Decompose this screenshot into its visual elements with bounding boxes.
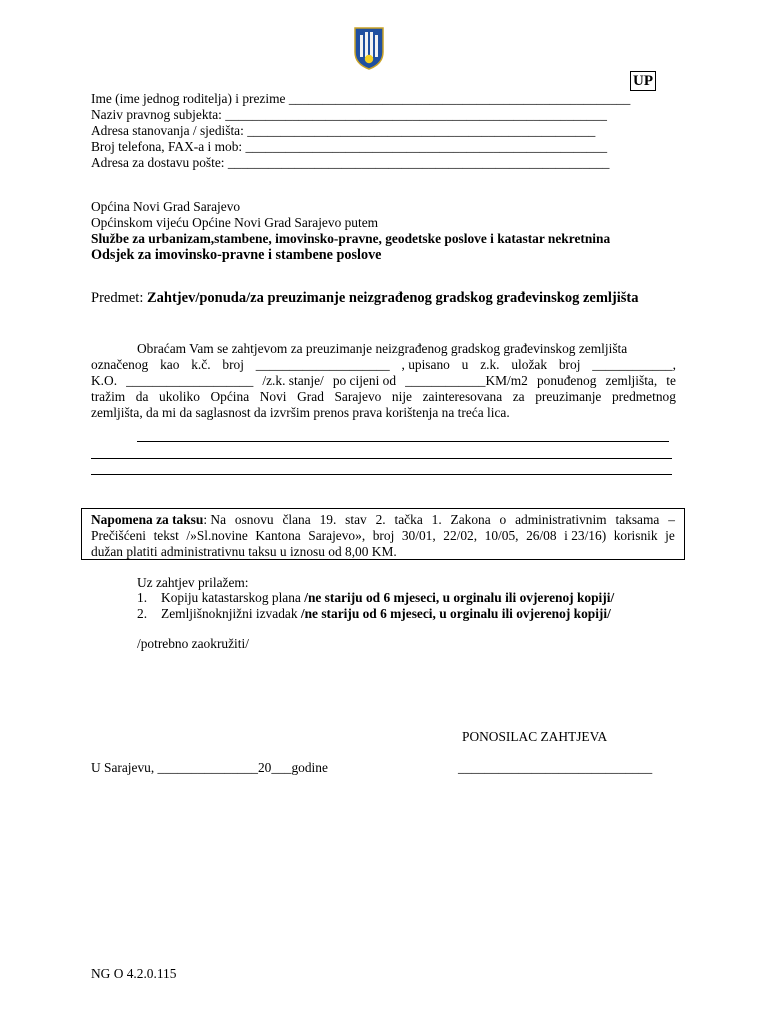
attachment-item-2 bbox=[137, 606, 611, 622]
field-label: Adresa za dostavu pošte: bbox=[91, 155, 228, 170]
fee-note-line-3: dužan platiti administrativnu taksu u iznosu od 8,00 KM. bbox=[91, 544, 397, 559]
field-address bbox=[91, 123, 595, 139]
blank-line[interactable] bbox=[137, 441, 669, 442]
attachment-text: Kopiju katastarskog plana bbox=[161, 590, 305, 605]
place-date-field[interactable]: U Sarajevu, _______________20___godine bbox=[91, 760, 328, 775]
recipient-line-1: Općina Novi Grad Sarajevo bbox=[91, 199, 241, 214]
parcel-number-blank[interactable]: ____________________ bbox=[255, 357, 390, 372]
fee-note-label: Napomena za taksu bbox=[91, 512, 204, 527]
price-blank[interactable]: ____________KM/m2 bbox=[405, 373, 528, 388]
body-line-3: K.O. ___________________ /z.k. stanje/ po cijeni od ____________KM/m2 ponuđenog zemljišta, te bbox=[91, 373, 676, 388]
field-label: Ime (ime jednog roditelja) i prezime bbox=[91, 91, 289, 106]
recipient-line-3: Službe za urbanizam,stambene, imovinsko-pravne, geodetske poslove i katastar nekretnina bbox=[91, 231, 611, 246]
subject-title: Zahtjev/ponuda/za preuzimanje neizgrađenog gradskog građevinskog zemljišta bbox=[146, 290, 639, 306]
fee-note-line-1: Napomena za taksu: Na osnovu člana 19. stav 2. tačka 1. Zakona o administrativnim taksama – bbox=[91, 512, 675, 527]
field-blank[interactable]: _________________________________________________________ bbox=[225, 107, 607, 122]
coat-of-arms-logo bbox=[353, 26, 385, 70]
field-blank[interactable]: _________________________________________________________ bbox=[227, 155, 610, 170]
body-line-5: zemljišta, da mi da saglasnost da izvršim prenos prava korištenja na treća lica. bbox=[91, 405, 510, 420]
recipient-line-4: Odsjek za imovinsko-pravne i stambene poslove bbox=[91, 247, 382, 263]
field-label: Adresa stanovanja / sjedišta: bbox=[91, 123, 248, 138]
field-blank[interactable]: ____________________________________________________ bbox=[247, 123, 596, 138]
subject-line bbox=[91, 290, 639, 306]
list-number: 2. bbox=[137, 606, 148, 621]
field-blank[interactable]: ___________________________________________________ bbox=[288, 91, 631, 106]
cadastral-municipality-blank[interactable]: ___________________ bbox=[126, 373, 254, 388]
field-name bbox=[91, 91, 630, 107]
signature-line[interactable]: _____________________________ bbox=[458, 760, 653, 775]
circle-instruction: /potrebno zaokružiti/ bbox=[137, 636, 249, 651]
attachments-intro: Uz zahtjev prilažem: bbox=[137, 575, 249, 590]
blank-line[interactable] bbox=[91, 458, 672, 459]
field-label: Naziv pravnog subjekta: bbox=[91, 107, 226, 122]
body-line-2: označenog kao k.č. broj ____________________ , upisano u z.k. uložak broj ____________, bbox=[91, 357, 676, 372]
fee-note-line-2: Prečišćeni tekst /»Sl.novine Kantona Sarajevo», broj 30/01, 22/02, 10/05, 26/08 i 23/16) korisnik je bbox=[91, 528, 675, 543]
attachment-condition: /ne stariju od 6 mjeseci, u orginalu ili ovjerenoj kopiji/ bbox=[300, 606, 611, 621]
field-phone bbox=[91, 139, 607, 155]
attachment-text: Zemljišnoknjižni izvadak bbox=[161, 606, 301, 621]
attachment-item-1 bbox=[137, 590, 614, 606]
subject-prefix: Predmet: bbox=[91, 290, 147, 306]
blank-line[interactable] bbox=[91, 474, 672, 475]
field-legal-entity bbox=[91, 107, 607, 123]
body-line-4: tražim da ukoliko Općina Novi Grad Sarajevo nije zainteresovana za preuzimanje predmetnog bbox=[91, 389, 676, 404]
land-book-number-blank[interactable]: ____________, bbox=[592, 357, 676, 372]
field-label: Broj telefona, FAX-a i mob: bbox=[91, 139, 246, 154]
field-mail-address bbox=[91, 155, 609, 171]
field-blank[interactable]: ______________________________________________________ bbox=[245, 139, 608, 154]
body-line-1: Obraćam Vam se zahtjevom za preuzimanje neizgrađenog gradskog građevinskog zemljišta bbox=[137, 341, 628, 356]
applicant-label: PONOSILAC ZAHTJEVA bbox=[462, 729, 608, 744]
fee-note-box bbox=[81, 508, 685, 560]
document-code: NG O 4.2.0.115 bbox=[91, 966, 177, 981]
form-type-badge: UP bbox=[630, 71, 656, 91]
attachment-condition: /ne stariju od 6 mjeseci, u orginalu ili ovjerenoj kopiji/ bbox=[304, 590, 615, 605]
recipient-line-2: Općinskom vijeću Općine Novi Grad Sarajevo putem bbox=[91, 215, 379, 230]
list-number: 1. bbox=[137, 590, 148, 605]
